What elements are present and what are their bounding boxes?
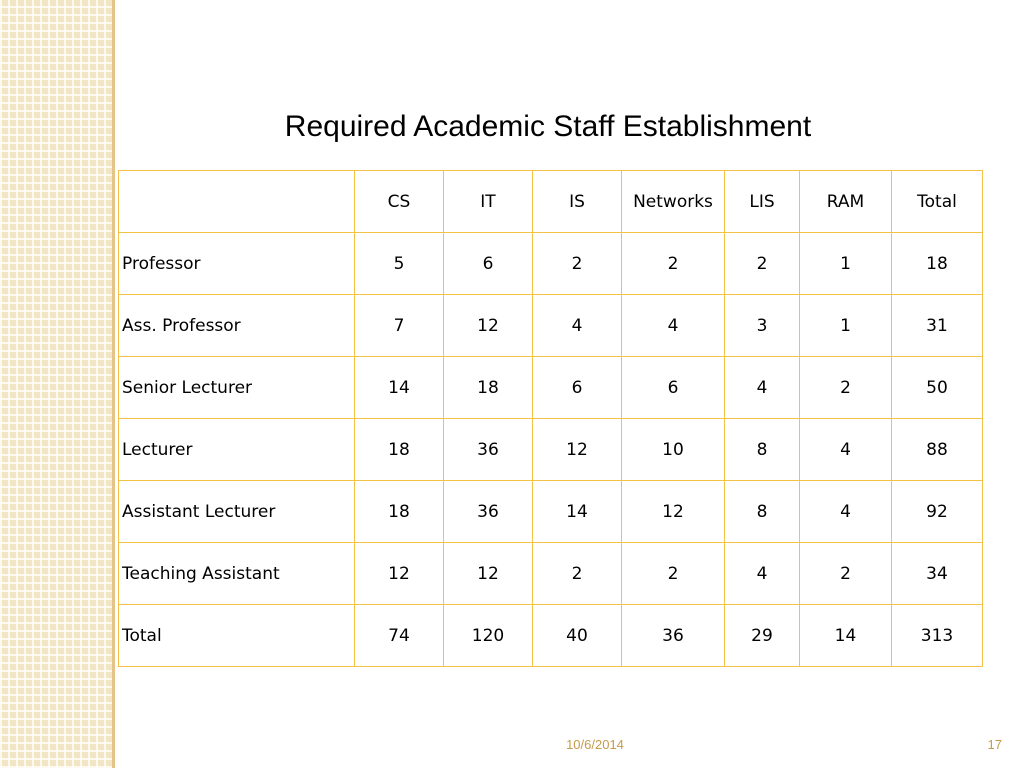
table-cell: 1: [800, 295, 892, 357]
table-row: [119, 233, 983, 295]
table-cell: 10: [622, 419, 725, 481]
table-cell: 8: [725, 481, 800, 543]
table-cell: 4: [800, 481, 892, 543]
table-row: [119, 481, 983, 543]
table-cell: 29: [725, 605, 800, 667]
header-cell: [119, 171, 355, 233]
table-cell: 12: [355, 543, 444, 605]
footer-date: 10/6/2014: [566, 737, 624, 752]
table-cell: 120: [444, 605, 533, 667]
table-row: [119, 543, 983, 605]
table-row: [119, 419, 983, 481]
table-cell: 2: [533, 543, 622, 605]
decorative-side-line: [112, 0, 115, 768]
staff-table: [118, 170, 983, 667]
decorative-side-pattern: [0, 0, 112, 768]
table-cell: 5: [355, 233, 444, 295]
header-cell: RAM: [800, 171, 892, 233]
table-cell: 31: [892, 295, 983, 357]
table-cell: 4: [725, 357, 800, 419]
table-cell: 88: [892, 419, 983, 481]
table-cell: 50: [892, 357, 983, 419]
table-cell: 4: [800, 419, 892, 481]
table-cell: 6: [533, 357, 622, 419]
table-cell: 14: [355, 357, 444, 419]
table-cell: 12: [444, 295, 533, 357]
table-cell: 12: [533, 419, 622, 481]
table-cell: 36: [444, 419, 533, 481]
table-row-total: [119, 605, 983, 667]
table-cell: 2: [622, 543, 725, 605]
table-cell: 74: [355, 605, 444, 667]
table-cell: 18: [355, 419, 444, 481]
table-cell: 36: [444, 481, 533, 543]
table-cell: 2: [533, 233, 622, 295]
table-cell: 14: [800, 605, 892, 667]
table-cell: 34: [892, 543, 983, 605]
table-row: [119, 357, 983, 419]
table-cell: 6: [622, 357, 725, 419]
row-label: Assistant Lecturer: [119, 481, 355, 543]
table-header-row: [119, 171, 983, 233]
table-cell: 18: [444, 357, 533, 419]
header-cell: Networks: [622, 171, 725, 233]
row-label: Teaching Assistant: [119, 543, 355, 605]
table-cell: 18: [355, 481, 444, 543]
header-cell: IT: [444, 171, 533, 233]
table-cell: 40: [533, 605, 622, 667]
row-label: Ass. Professor: [119, 295, 355, 357]
table-row: [119, 295, 983, 357]
table-cell: 18: [892, 233, 983, 295]
table-cell: 2: [725, 233, 800, 295]
header-cell: Total: [892, 171, 983, 233]
table-cell: 7: [355, 295, 444, 357]
row-label: Senior Lecturer: [119, 357, 355, 419]
table-cell: 3: [725, 295, 800, 357]
table-cell: 12: [444, 543, 533, 605]
table-cell: 2: [800, 543, 892, 605]
table-cell: 4: [622, 295, 725, 357]
table-cell: 8: [725, 419, 800, 481]
slide-title: Required Academic Staff Establishment: [284, 110, 812, 143]
page-number: 17: [987, 737, 1002, 752]
table-cell: 4: [533, 295, 622, 357]
table-cell: 2: [622, 233, 725, 295]
row-label: Professor: [119, 233, 355, 295]
table-cell: 313: [892, 605, 983, 667]
header-cell: LIS: [725, 171, 800, 233]
row-label: Total: [119, 605, 355, 667]
table-cell: 4: [725, 543, 800, 605]
table-cell: 14: [533, 481, 622, 543]
table-cell: 1: [800, 233, 892, 295]
table-cell: 6: [444, 233, 533, 295]
table-cell: 2: [800, 357, 892, 419]
table-cell: 36: [622, 605, 725, 667]
table-cell: 92: [892, 481, 983, 543]
header-cell: IS: [533, 171, 622, 233]
row-label: Lecturer: [119, 419, 355, 481]
table-cell: 12: [622, 481, 725, 543]
header-cell: CS: [355, 171, 444, 233]
